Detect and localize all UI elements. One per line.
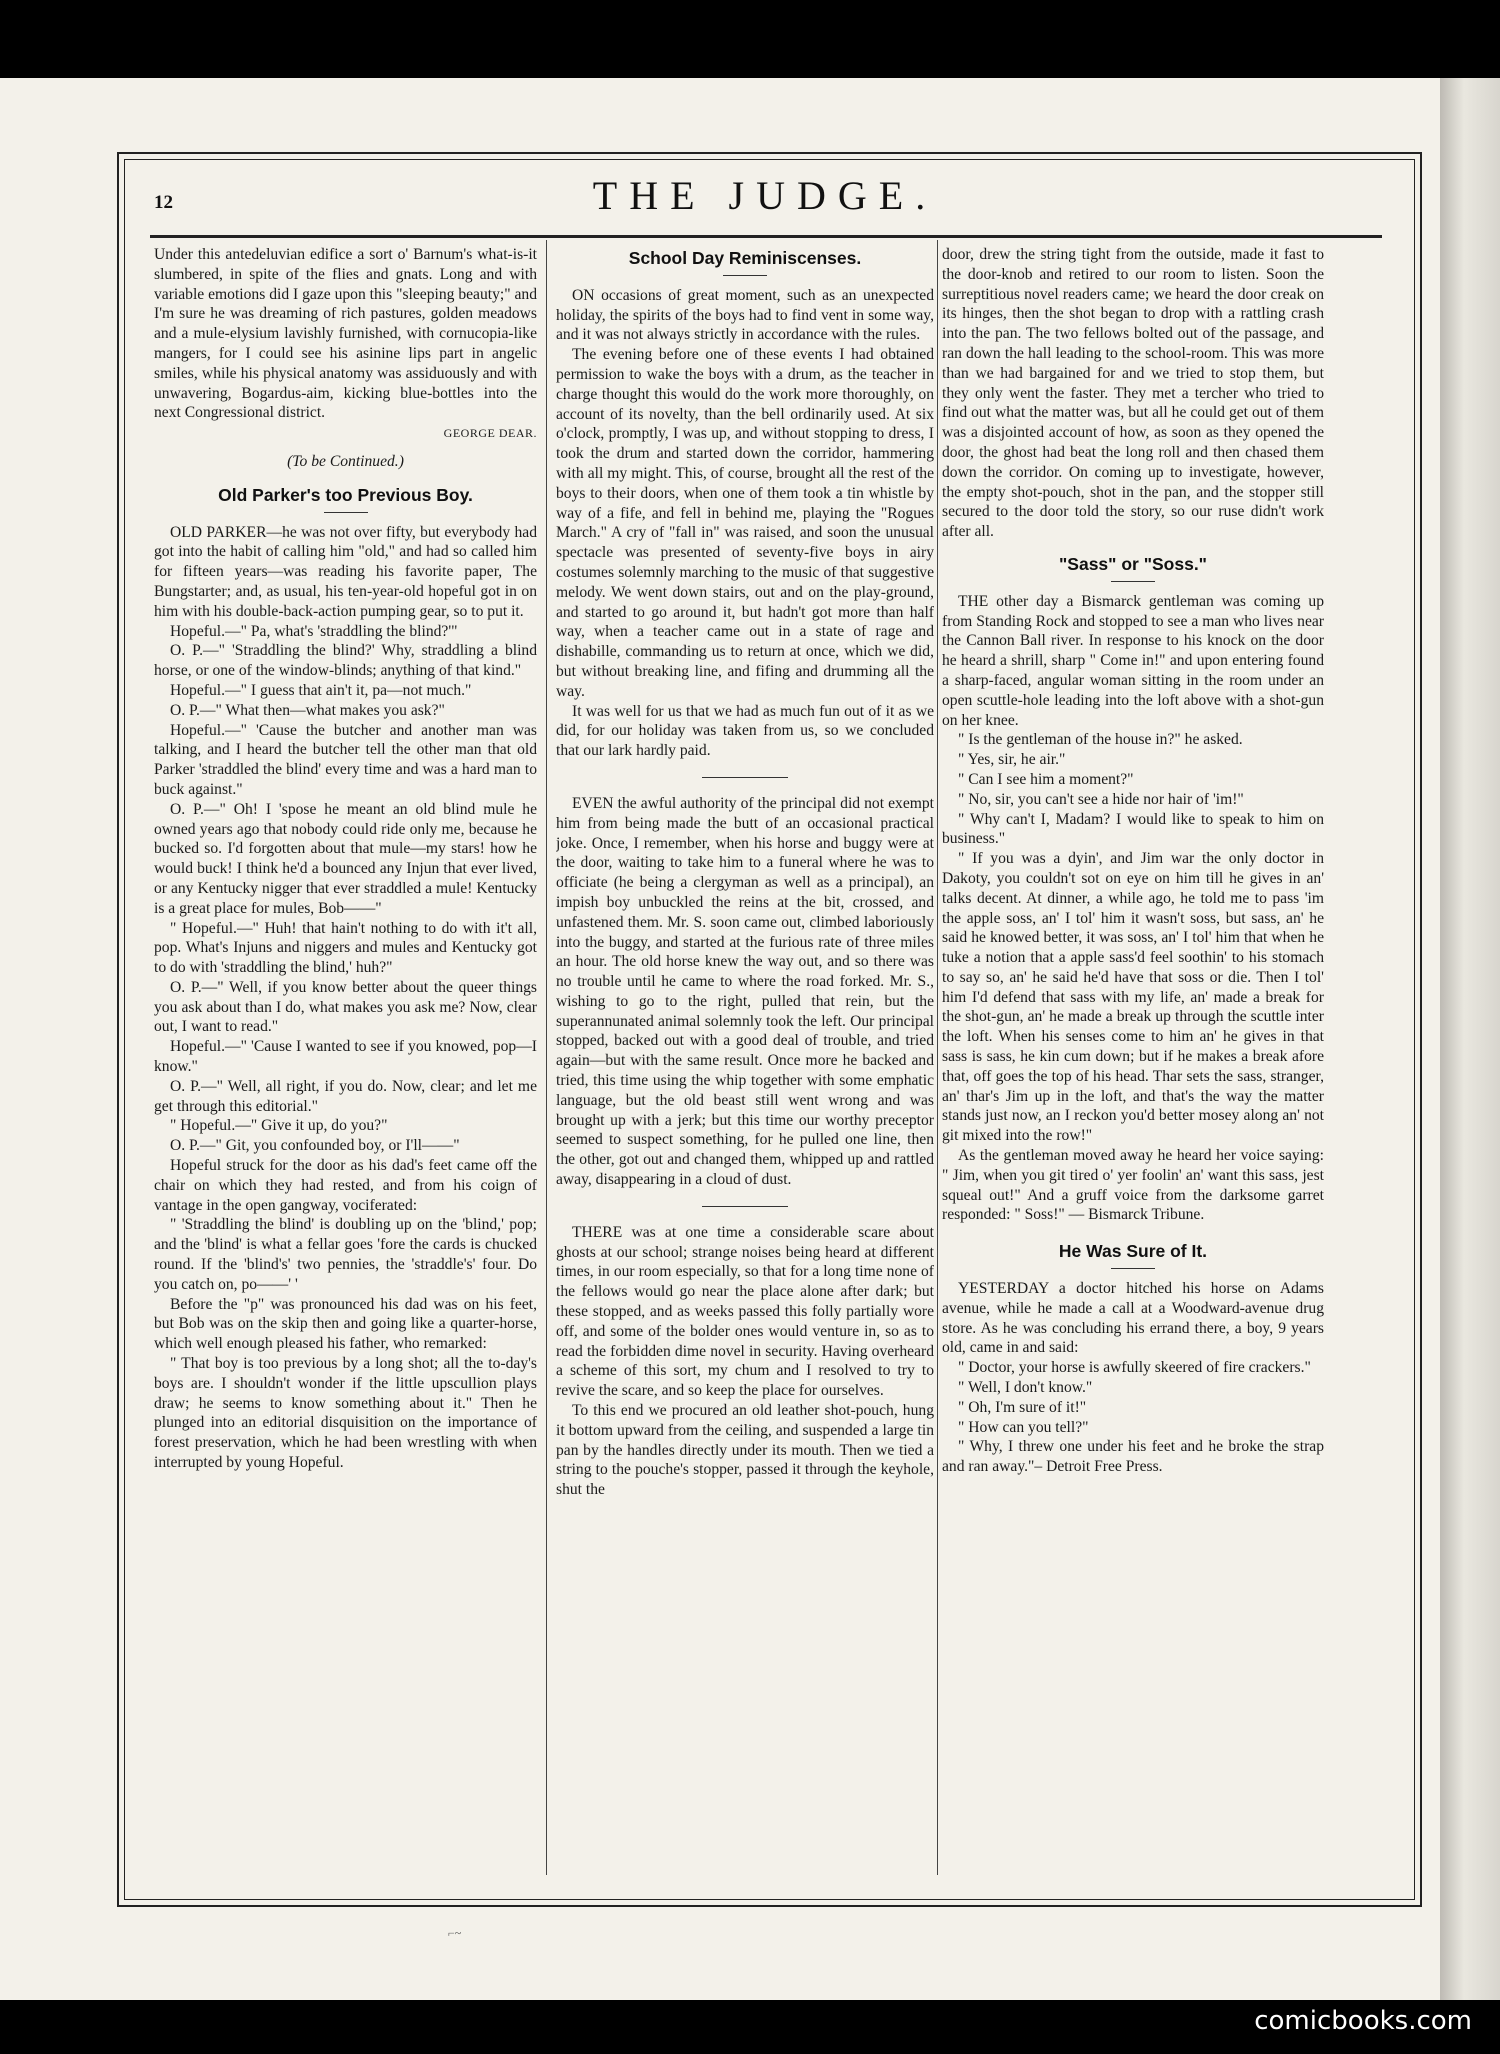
author-signature: GEORGE DEAR. <box>443 426 537 441</box>
paragraph: OLD PARKER—he was not over fifty, but everybody had got into the habit of calling him "old," and had so called him for fifteen years—was reading his favorite paper, The Bungstarter; and, as usual, his ten-year-old hopeful got in on him with his double-back-action pumping gear, so to put it. <box>154 523 537 620</box>
article-title-sass: "Sass" or "Soss." <box>1059 553 1207 574</box>
paragraph: Hopeful.—" Pa, what's 'straddling the blind?'" <box>170 622 458 640</box>
column-divider <box>937 240 938 1875</box>
paragraph: THE other day a Bismarck gentleman was coming up from Standing Rock and stopped to see a man who lives near the Cannon Ball river. In response to his knock on the door he heard a shrill, sharp " Come in!" and upon entering found a sharp-faced, angular woman sitting in the room under an open scuttle-hole leading into the loft above with a shot-gun on her knee. <box>942 592 1324 729</box>
paragraph: " If you was a dyin', and Jim war the only doctor in Dakoty, you couldn't sot on eye on him till he gives in an' talks decent. At dinner, a while ago, he told me to pass 'im the apple soss, an' I tol' him it wasn't soss, but sass, an' he said he knowed better, it was soss, an' I tol' him that when he tuke a notion that a apple sass'd feel soothin' to his stomach to say so, an' he said he'd have that soss or die. Then I tol' him I'd defend that sass with my life, an' made a break for the shot-gun, an' he made a break up through the scuttle inter the loft. When his senses come to him an' he gives in that sass is sass, he kin cum down; but if he makes a break afore that, off goes the top of his head. Thar sets the sass, stranger, an' thar's Jim up in the loft, and that's the way the matter stands just now, an I reckon you'd better mosey along an' not git mixed into the row!" <box>942 850 1324 1145</box>
paragraph: EVEN the awful authority of the principal did not exempt him from being made the butt of an occasional practical joke. Once, I remember, when his horse and buggy were at the door, waiting to take him to a funeral where he was to officiate (he being a clergyman as well as a principal), an impish boy unbuckled the reins at the bit, crossed, and unfastened them. Mr. S. soon came out, climbed laboriously into the buggy, and started at the furious rate of three miles an hour. The old horse knew the way out, and so there was no trouble until he came to where the road forked. Mr. S., wishing to go to the right, pulled that rein, but the superannunated animal solemnly took the left. Our principal stopped, backed out with a good deal of trouble, and tried again—but with the same result. Once more he backed and tried, this time using the whip together with some emphatic language, but the old beast still went wrong and was brought up with a jerk; but this time our worthy preceptor seemed to suspect something, for he pulled one line, then the other, got out and changed them, whipped up and rattled away, disappearing in a cloud of dust. <box>556 794 934 1189</box>
paragraph: " Doctor, your horse is awfully skeered of fire crackers." <box>958 1359 1311 1377</box>
paragraph: O. P.—" What then—what makes you ask?" <box>170 701 445 719</box>
paragraph: ON occasions of great moment, such as an unexpected holiday, the spirits of the boys had to find vent in some way, and it was not always strictly in accordance with the rules. <box>556 286 934 344</box>
paragraph: " Can I see him a moment?" <box>958 770 1134 788</box>
paragraph: Hopeful.—" I guess that ain't it, pa—not much." <box>170 681 472 699</box>
paragraph: " How can you tell?" <box>958 1418 1089 1436</box>
article-title-parker: Old Parker's too Previous Boy. <box>218 484 473 505</box>
paragraph: Hopeful.—" 'Cause the butcher and another man was talking, and I heard the butcher tell the other man that old Parker 'straddled the blind' every time and was a hard man to buck against." <box>154 721 537 798</box>
article-title-sure: He Was Sure of It. <box>1058 1241 1208 1262</box>
story-intro: Under this antedeluvian edifice a sort o' Barnum's what-is-it slumbered, in spite of the flies and gnats. Long and with variable emotions did I gaze upon this "sleeping beauty;" and I'm sure he was dreaming of rich pastures, golden meadows and a mule-elysium lavishly furnished, with cornucopia-like mangers, for I could see his asinine lips part in angelic smiles, while his physical anatomy was assiduously and with unwavering, Bogardus-aim, kicking blue-bottles into the next Congressional district. <box>154 246 537 422</box>
paragraph: door, drew the string tight from the outside, made it fast to the door-knob and retired to our room to listen. Soon the surreptitious novel readers came; we heard the door creak on its hinges, then the shot began to drop with a rattling crash into the pan. The two fellows bolted out of the passage, and ran down the hall leading to the school-room. This was more than we had bargained for and we tried to stop them, but they only went the faster. They met a tercher who tried to find out what the matter was, but all he could get out of them was a disjointed account of how, as soon as they opened the door, the ghost had beat the long roll and then chased them down the corridor. On coming up to investigate, however, the empty shot-pouch, shot in the pan, and the stopper still secured to the door told the story, so our ruse didn't work after all. <box>942 246 1324 541</box>
continued-note: (To be Continued.) <box>287 452 404 470</box>
paragraph: " Well, I don't know." <box>958 1379 1093 1397</box>
section-separator <box>702 777 788 778</box>
paragraph: THERE was at one time a considerable scare about ghosts at our school; strange noises being heard at different times, in our room especially, so that for a long time none of the fellows would go near the place alone after dark; but these stopped, and as weeks passed this folly partially wore off, and some of the bolder ones would venture in, so as to read the forbidden dime novel in security. Having overheard a scheme of this sort, my chum and I resolved to try to revive the scare, and so keep the place for ourselves. <box>556 1223 934 1400</box>
column-1 <box>154 245 537 1865</box>
title-rule <box>1111 581 1155 582</box>
column-2 <box>556 245 934 1865</box>
page-number: 12 <box>154 192 173 213</box>
paragraph: O. P.—" 'Straddling the blind?' Why, straddling a blind horse, or one of the window-blinds; anything of that kind." <box>154 642 537 680</box>
header-rule <box>150 235 1382 238</box>
watermark: comicbooks.com <box>1254 2006 1472 2036</box>
column-3 <box>942 245 1324 1865</box>
paragraph: O. P.—" Well, all right, if you do. Now, clear; and let me get through this editorial." <box>154 1077 537 1115</box>
title-rule <box>324 512 368 513</box>
section-separator <box>702 1206 788 1207</box>
paragraph: As the gentleman moved away he heard her voice saying: " Jim, when you git tired o' yer foolin' an' want this sass, jest squeal out!" And a gruff voice from the darksome garret responded: " Soss!" — Bismarck Tribune. <box>942 1147 1324 1224</box>
paragraph: The evening before one of these events I had obtained permission to wake the boys with a drum, as the teacher in charge thought this would do the work more thoroughly, on account of its novelty, than the bell ordinarily used. At six o'clock, promptly, I was up, and without stopping to dress, I took the drum and started down the corridor, hammering with all my might. This, of course, brought all the rest of the boys to their doors, when one of them took a tin whistle by way of a fife, and fell in behind me, playing the "Rogues March." A cry of "fall in" was raised, and soon the unusual spectacle was presented of seventy-five boys in airy costumes solemnly marching to the music of that suggestive melody. We went down stairs, out and on the play-ground, and started to go around it, but hadn't got more than half way, when a teacher came out in a state of rage and dishabille, commanding us to return at once, which we did, but without breaking line, and fifing and drumming all the way. <box>556 346 934 700</box>
paragraph: Before the "p" was pronounced his dad was on his feet, but Bob was on the skip then and going like a quarter-horse, which well enough pleased his father, who remarked: <box>154 1295 537 1353</box>
scan-mark: ⌐~ <box>448 1926 462 1940</box>
paragraph: " Is the gentleman of the house in?" he asked. <box>958 731 1243 749</box>
paragraph: " No, sir, you can't see a hide nor hair of 'im!" <box>958 790 1244 808</box>
column-divider <box>546 240 547 1875</box>
paragraph: " Why can't I, Madam? I would like to speak to him on business." <box>942 810 1324 848</box>
paragraph: To this end we procured an old leather shot-pouch, hung it bottom upward from the ceiling, and suspended a large tin pan by the handles directly under its mouth. Then we tied a string to the pouche's stopper, passed it through the keyhole, shut the <box>556 1402 934 1499</box>
article-body-parker <box>154 523 537 1473</box>
paragraph: Hopeful.—" 'Cause I wanted to see if you knowed, pop—I know." <box>154 1038 537 1076</box>
article-title-school: School Day Reminiscenses. <box>628 248 862 268</box>
article-body-sass <box>942 592 1324 1226</box>
paragraph: O. P.—" Oh! I 'spose he meant an old blind mule he owned years ago that nobody could ride only me, because he bucked so. I'd forgotten about that mule—my stars! how he would buck! I think he'd a bounced any Injun that ever lived, or any Kentucky nigger that ever straddled a mule! Kentucky is a great place for mules, Bob——" <box>154 800 537 917</box>
paragraph: " Oh, I'm sure of it!" <box>958 1398 1087 1416</box>
title-rule <box>1111 1268 1155 1269</box>
paragraph: O. P.—" Git, you confounded boy, or I'll——" <box>170 1137 460 1155</box>
paragraph: O. P.—" Well, if you know better about the queer things you ask about than I do, what makes you ask me? Now, clear out, I want to read." <box>154 978 537 1036</box>
paragraph: " Hopeful.—" Huh! that hain't nothing to do with it't all, pop. What's Injuns and niggers and mules and Kentucky got to do with 'straddling the blind,' huh?" <box>154 919 537 977</box>
paragraph: Hopeful struck for the door as his dad's feet came off the chair on which they had rested, and from his coign of vantage in the open gangway, vociferated: <box>154 1157 537 1214</box>
paragraph: " Hopeful.—" Give it up, do you?" <box>170 1117 388 1135</box>
paragraph: " Yes, sir, he air." <box>958 751 1066 769</box>
masthead-title: THE JUDGE. <box>592 173 938 218</box>
title-rule <box>723 275 767 276</box>
paragraph: " Why, I threw one under his feet and he broke the strap and ran away."– Detroit Free Press. <box>942 1438 1324 1476</box>
article-body-sure <box>942 1279 1324 1477</box>
paragraph: " That boy is too previous by a long shot; all the to-day's boys are. I shouldn't wonder if the little upscullion plays draw; he seems to know something about it." Then he plunged into an editorial disquisition on the importance of forest preservation, which he had been wrestling with when interrupted by young Hopeful. <box>154 1355 537 1472</box>
paragraph: It was well for us that we had as much fun out of it as we did, for our holiday was taken from us, so we concluded that our lark hardly paid. <box>556 702 934 760</box>
next-page-edge <box>1440 78 1500 2000</box>
paragraph: " 'Straddling the blind' is doubling up on the 'blind,' pop; and the 'blind' is what a fellar goes 'fore the cards is chucked round. If the 'blind's' two pennies, the 'straddle's' four. Do you catch on, po——' ' <box>154 1216 537 1293</box>
paragraph: YESTERDAY a doctor hitched his horse on Adams avenue, while he made a call at a Woodward-avenue drug store. As he was concluding his errand there, a boy, 9 years old, came in and said: <box>942 1280 1324 1357</box>
page-header <box>150 172 1380 232</box>
